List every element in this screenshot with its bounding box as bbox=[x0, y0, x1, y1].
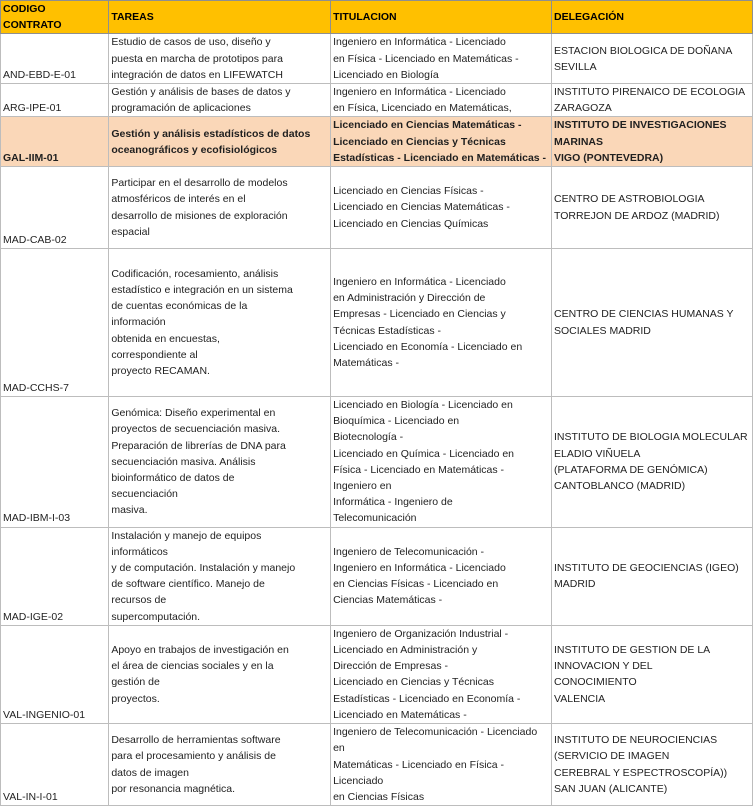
delegacion-line: INSTITUTO DE INVESTIGACIONES bbox=[554, 119, 727, 132]
tareas-line: recursos de bbox=[111, 594, 167, 607]
cell-tareas[interactable] bbox=[109, 397, 331, 528]
delegacion-line: SEVILLA bbox=[554, 60, 597, 73]
cell-titulacion[interactable] bbox=[331, 625, 552, 723]
cell-delegacion[interactable] bbox=[552, 117, 753, 167]
titulacion-line: Telecomunicación bbox=[333, 512, 417, 525]
table-row bbox=[1, 724, 753, 806]
delegacion-line: CENTRO DE CIENCIAS HUMANAS Y bbox=[554, 308, 734, 321]
titulacion-line: Licenciado en Ciencias Matemáticas - bbox=[333, 119, 522, 132]
delegacion-line: SOCIALES MADRID bbox=[554, 324, 651, 337]
cell-tareas[interactable] bbox=[109, 117, 331, 167]
titulacion-line: Bioquímica - Licenciado en bbox=[333, 415, 460, 428]
titulacion-line: Ingeniero en Informática - Licenciado bbox=[333, 36, 506, 49]
tareas-line: Instalación y manejo de equipos bbox=[111, 529, 262, 542]
delegacion-line: CANTOBLANCO (MADRID) bbox=[554, 480, 686, 493]
tareas-line: oceanográficos y ecofisiológicos bbox=[111, 143, 278, 156]
tareas-line: Gestión y análisis estadísticos de datos bbox=[111, 127, 311, 140]
tareas-line: bioinformático de datos de bbox=[111, 471, 235, 484]
delegacion-line: TORREJON DE ARDOZ (MADRID) bbox=[554, 209, 720, 222]
cell-tareas[interactable] bbox=[109, 167, 331, 249]
titulacion-line: Dirección de Empresas - bbox=[333, 660, 449, 673]
tareas-line: el área de ciencias sociales y en la bbox=[111, 660, 274, 673]
titulacion-line: Licenciado en Ciencias y Técnicas bbox=[333, 676, 494, 689]
cell-tareas[interactable] bbox=[109, 625, 331, 723]
tareas-line: gestión de bbox=[111, 676, 160, 689]
titulacion-line: Licenciado en Ciencias Químicas bbox=[333, 217, 489, 230]
cell-delegacion[interactable] bbox=[552, 397, 753, 528]
titulacion-line: Licenciado en Matemáticas - bbox=[333, 708, 467, 721]
titulacion-line: Ingeniero en Informática - Licenciado bbox=[333, 86, 506, 99]
delegacion-line: ESTACION BIOLOGICA DE DOÑANA bbox=[554, 44, 733, 57]
titulacion-line: Informática - Ingeniero de bbox=[333, 496, 453, 509]
cell-codigo[interactable]: MAD-IGE-02 bbox=[1, 527, 109, 625]
tareas-line: proyectos. bbox=[111, 692, 160, 705]
table-row bbox=[1, 34, 753, 84]
titulacion-line: Ingeniero en Informática - Licenciado bbox=[333, 562, 506, 575]
table-row bbox=[1, 117, 753, 167]
cell-titulacion[interactable] bbox=[331, 84, 552, 117]
tareas-line: espacial bbox=[111, 225, 150, 238]
cell-titulacion[interactable] bbox=[331, 397, 552, 528]
titulacion-line: Ingeniero de Telecomunicación - bbox=[333, 545, 485, 558]
cell-delegacion[interactable] bbox=[552, 249, 753, 397]
titulacion-line: en Física - Licenciado en Matemáticas - bbox=[333, 52, 519, 65]
tareas-line: proyecto RECAMAN. bbox=[111, 365, 210, 378]
delegacion-line: ZARAGOZA bbox=[554, 102, 612, 115]
titulacion-line: Técnicas Estadísticas - bbox=[333, 324, 442, 337]
header-titulacion[interactable]: TITULACION bbox=[331, 1, 552, 34]
delegacion-line: MARINAS bbox=[554, 135, 604, 148]
cell-tareas[interactable] bbox=[109, 724, 331, 806]
tareas-line: desarrollo de misiones de exploración bbox=[111, 209, 288, 222]
delegacion-line: SAN JUAN (ALICANTE) bbox=[554, 782, 668, 795]
titulacion-line: Licenciado en Ciencias Físicas - bbox=[333, 185, 484, 198]
titulacion-line: Licenciado bbox=[333, 774, 384, 787]
titulacion-line: Matemáticas - Licenciado en Física - bbox=[333, 758, 505, 771]
tareas-line: masiva. bbox=[111, 504, 148, 517]
tareas-line: atmosféricos de interés en el bbox=[111, 193, 246, 206]
cell-titulacion[interactable] bbox=[331, 724, 552, 806]
titulacion-line: en Física, Licenciado en Matemáticas, bbox=[333, 102, 512, 115]
titulacion-line: Ingeniero de Organización Industrial - bbox=[333, 627, 509, 640]
cell-tareas[interactable] bbox=[109, 527, 331, 625]
delegacion-line: (PLATAFORMA DE GENÓMICA) bbox=[554, 463, 708, 476]
titulacion-line: Licenciado en Química - Licenciado en bbox=[333, 447, 515, 460]
tareas-line: puesta en marcha de prototipos para bbox=[111, 52, 283, 65]
tareas-line: Participar en el desarrollo de modelos bbox=[111, 177, 288, 190]
cell-titulacion[interactable] bbox=[331, 117, 552, 167]
tareas-line: estadístico e integración en un sistema bbox=[111, 284, 293, 297]
titulacion-line: Empresas - Licenciado en Ciencias y bbox=[333, 308, 506, 321]
titulacion-line: en Administración y Dirección de bbox=[333, 292, 486, 305]
titulacion-line: Licenciado en Ciencias y Técnicas bbox=[333, 135, 506, 148]
tareas-line: de cuentas económicas de la bbox=[111, 300, 248, 313]
titulacion-line: Ingeniero en bbox=[333, 480, 392, 493]
tareas-line: informáticos bbox=[111, 545, 168, 558]
tareas-line: Codificación, rocesamiento, análisis bbox=[111, 267, 279, 280]
cell-delegacion[interactable] bbox=[552, 527, 753, 625]
delegacion-line: VALENCIA bbox=[554, 692, 606, 705]
cell-codigo[interactable]: GAL-IIM-01 bbox=[1, 117, 109, 167]
titulacion-line: Licenciado en Economía - Licenciado en bbox=[333, 340, 523, 353]
tareas-line: Gestión y análisis de bases de datos y bbox=[111, 86, 291, 99]
cell-codigo[interactable]: MAD-CAB-02 bbox=[1, 167, 109, 249]
tareas-line: Genómica: Diseño experimental en bbox=[111, 407, 276, 420]
tareas-line: secuenciación masiva. Análisis bbox=[111, 455, 256, 468]
cell-codigo[interactable]: ARG-IPE-01 bbox=[1, 84, 109, 117]
table-row bbox=[1, 397, 753, 528]
delegacion-line: INSTITUTO DE GESTION DE LA bbox=[554, 644, 711, 657]
table-row bbox=[1, 84, 753, 117]
table-row bbox=[1, 249, 753, 397]
titulacion-line: Estadísticas - Licenciado en Matemáticas - bbox=[333, 151, 547, 164]
delegacion-line: CEREBRAL Y ESPECTROSCOPÍA)) bbox=[554, 766, 728, 779]
tareas-line: supercomputación. bbox=[111, 610, 201, 623]
cell-titulacion[interactable] bbox=[331, 167, 552, 249]
tareas-line: correspondiente al bbox=[111, 348, 198, 361]
titulacion-line: Licenciado en Administración y bbox=[333, 644, 478, 657]
titulacion-line: en bbox=[333, 742, 345, 755]
header-row bbox=[1, 1, 753, 34]
header-codigo[interactable]: CODIGO CONTRATO bbox=[1, 1, 109, 34]
cell-delegacion[interactable] bbox=[552, 34, 753, 84]
cell-titulacion[interactable] bbox=[331, 527, 552, 625]
delegacion-line: INNOVACION Y DEL bbox=[554, 660, 653, 673]
titulacion-line: Física - Licenciado en Matemáticas - bbox=[333, 463, 505, 476]
tareas-line: Desarrollo de herramientas software bbox=[111, 734, 281, 747]
tareas-line: datos de imagen bbox=[111, 766, 189, 779]
tareas-line: programación de aplicaciones bbox=[111, 102, 251, 115]
tareas-line: Preparación de librerías de DNA para bbox=[111, 439, 286, 452]
delegacion-line: ELADIO VIÑUELA bbox=[554, 447, 641, 460]
tareas-line: obtenida en encuestas, bbox=[111, 332, 220, 345]
delegacion-line: CONOCIMIENTO bbox=[554, 676, 637, 689]
titulacion-line: Ciencias Matemáticas - bbox=[333, 594, 443, 607]
cell-delegacion[interactable] bbox=[552, 625, 753, 723]
cell-delegacion[interactable] bbox=[552, 84, 753, 117]
tareas-line: proyectos de secuenciación masiva. bbox=[111, 423, 280, 436]
titulacion-line: Matemáticas - bbox=[333, 356, 399, 369]
table-row bbox=[1, 527, 753, 625]
delegacion-line: (SERVICIO DE IMAGEN bbox=[554, 750, 670, 763]
tareas-line: de software científico. Manejo de bbox=[111, 578, 265, 591]
tareas-line: para el procesamiento y análisis de bbox=[111, 750, 276, 763]
delegacion-line: CENTRO DE ASTROBIOLOGIA bbox=[554, 193, 705, 206]
cell-codigo[interactable]: MAD-CCHS-7 bbox=[1, 249, 109, 397]
tareas-line: integración de datos en LIFEWATCH bbox=[111, 68, 283, 81]
titulacion-line: Ingeniero de Telecomunicación - Licenciado bbox=[333, 726, 538, 739]
cell-tareas[interactable] bbox=[109, 249, 331, 397]
titulacion-line: Licenciado en Ciencias Matemáticas - bbox=[333, 201, 510, 214]
cell-codigo[interactable]: AND-EBD-E-01 bbox=[1, 34, 109, 84]
delegacion-line: INSTITUTO DE BIOLOGIA MOLECULAR bbox=[554, 431, 748, 444]
delegacion-line: MADRID bbox=[554, 578, 596, 591]
cell-titulacion[interactable] bbox=[331, 34, 552, 84]
table-row bbox=[1, 625, 753, 723]
tareas-line: Apoyo en trabajos de investigación en bbox=[111, 644, 289, 657]
cell-codigo[interactable]: VAL-INGENIO-01 bbox=[1, 625, 109, 723]
titulacion-line: en Ciencias Físicas - Licenciado en bbox=[333, 578, 499, 591]
cell-titulacion[interactable] bbox=[331, 249, 552, 397]
titulacion-line: en Ciencias Físicas bbox=[333, 790, 425, 803]
tareas-line: Estudio de casos de uso, diseño y bbox=[111, 36, 271, 49]
delegacion-line: INSTITUTO DE GEOCIENCIAS (IGEO) bbox=[554, 562, 739, 575]
titulacion-line: Ingeniero en Informática - Licenciado bbox=[333, 275, 506, 288]
tareas-line: y de computación. Instalación y manejo bbox=[111, 562, 296, 575]
table-row bbox=[1, 167, 753, 249]
titulacion-line: Licenciado en Biología - Licenciado en bbox=[333, 399, 513, 412]
header-tareas[interactable]: TAREAS bbox=[109, 1, 331, 34]
titulacion-line: Licenciado en Biología bbox=[333, 68, 439, 81]
titulacion-line: Biotecnología - bbox=[333, 431, 404, 444]
header-delegacion[interactable]: DELEGACIÓN bbox=[552, 1, 753, 34]
cell-delegacion[interactable] bbox=[552, 167, 753, 249]
tareas-line: secuenciación bbox=[111, 488, 178, 501]
tareas-line: información bbox=[111, 316, 166, 329]
delegacion-line: INSTITUTO DE NEUROCIENCIAS bbox=[554, 734, 718, 747]
tareas-line: por resonancia magnética. bbox=[111, 782, 236, 795]
cell-tareas[interactable] bbox=[109, 84, 331, 117]
cell-tareas[interactable] bbox=[109, 34, 331, 84]
cell-codigo[interactable]: VAL-IN-I-01 bbox=[1, 724, 109, 806]
cell-codigo[interactable]: MAD-IBM-I-03 bbox=[1, 397, 109, 528]
delegacion-line: INSTITUTO PIRENAICO DE ECOLOGIA bbox=[554, 86, 746, 99]
titulacion-line: Estadísticas - Licenciado en Economía - bbox=[333, 692, 521, 705]
cell-delegacion[interactable] bbox=[552, 724, 753, 806]
delegacion-line: VIGO (PONTEVEDRA) bbox=[554, 151, 664, 164]
